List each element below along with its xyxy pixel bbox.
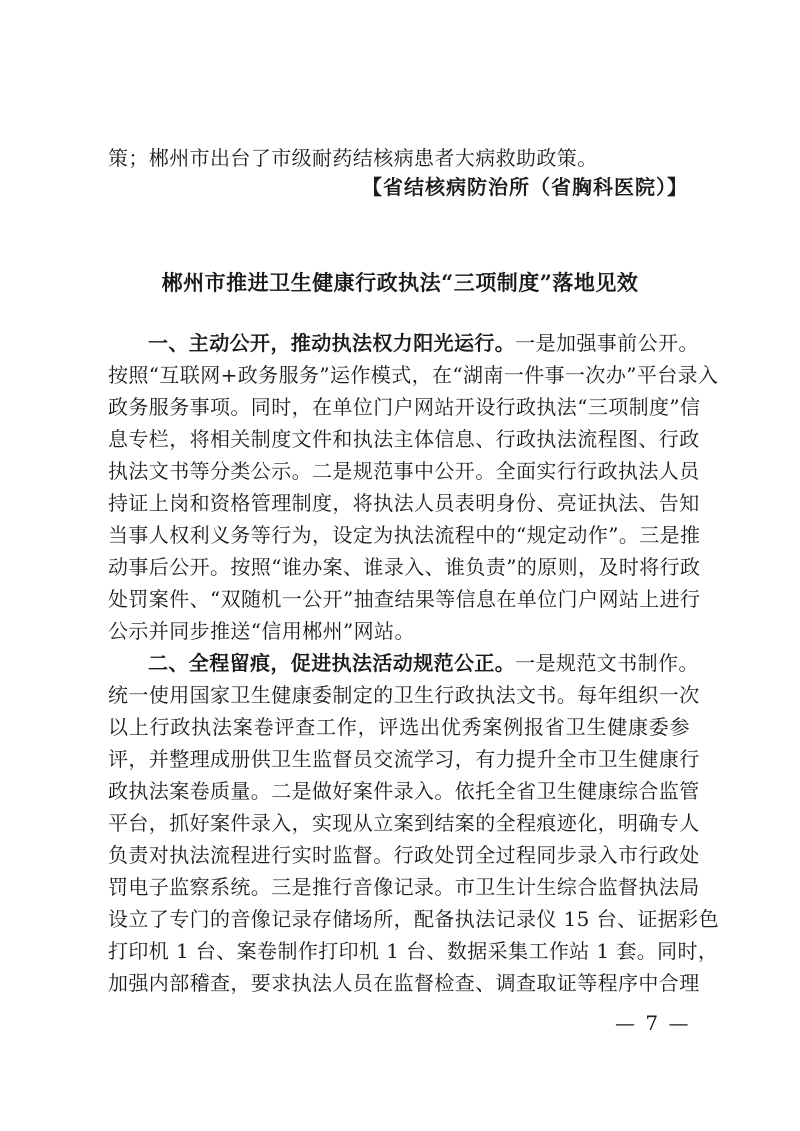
paragraph-line: 执法文书等分类公示。二是规范事中公开。全面实行行政执法人员 <box>108 459 700 483</box>
source-attribution: 【省结核病防治所（省胸科医院）】 <box>362 175 688 199</box>
paragraph-line: 按照“互联网+政务服务”运作模式，在“湖南一件事一次办”平台录入 <box>108 363 719 387</box>
intro-text-line: 策；郴州市出台了市级耐药结核病患者大病救助政策。 <box>108 146 598 170</box>
paragraph-line: 评，并整理成册供卫生监督员交流学习，有力提升全市卫生健康行 <box>108 747 700 771</box>
section-2-heading: 二、全程留痕，促进执法活动规范公正。 <box>148 651 516 675</box>
paragraph-line: 持证上岗和资格管理制度，将执法人员表明身份、亮证执法、告知 <box>108 491 700 515</box>
paragraph-line: 政执法案卷质量。二是做好案件录入。依托全省卫生健康综合监管 <box>108 779 700 803</box>
paragraph-line: 平台，抓好案件录入，实现从立案到结案的全程痕迹化，明确专人 <box>108 811 700 835</box>
paragraph-line: 当事人权利义务等行为，设定为执法流程中的“规定动作”。三是推 <box>108 523 701 547</box>
paragraph-line: 负责对执法流程进行实时监督。行政处罚全过程同步录入市行政处 <box>108 843 700 867</box>
section-1-heading: 一、主动公开，推动执法权力阳光运行。 <box>148 331 516 355</box>
paragraph-line: 统一使用国家卫生健康委制定的卫生行政执法文书。每年组织一次 <box>108 683 700 707</box>
paragraph-line: 动事后公开。按照“谁办案、谁录入、谁负责”的原则，及时将行政 <box>108 555 701 579</box>
article-title: 郴州市推进卫生健康行政执法“三项制度”落地见效 <box>161 270 639 295</box>
section-2-first-line-text: 一是规范文书制作。 <box>515 651 699 675</box>
page-number: — 7 — <box>615 1011 691 1035</box>
paragraph-line: 打印机 1 台、案卷制作打印机 1 台、数据采集工作站 1 套。同时， <box>108 939 719 963</box>
paragraph-line: 加强内部稽查，要求执法人员在监督检查、调查取证等程序中合理 <box>108 971 700 995</box>
paragraph-line: 息专栏，将相关制度文件和执法主体信息、行政执法流程图、行政 <box>108 427 700 451</box>
paragraph-line: 政务服务事项。同时，在单位门户网站开设行政执法“三项制度”信 <box>108 395 701 419</box>
paragraph-line: 罚电子监察系统。三是推行音像记录。市卫生计生综合监督执法局 <box>108 875 700 899</box>
section-1-first-line-text: 一是加强事前公开。 <box>515 331 699 355</box>
paragraph-line: 处罚案件、“双随机一公开”抽查结果等信息在单位门户网站上进行 <box>108 587 701 611</box>
paragraph-line: 设立了专门的音像记录存储场所，配备执法记录仪 15 台、证据彩色 <box>108 907 719 931</box>
section-2-first-line <box>148 648 699 678</box>
paragraph-line: 以上行政执法案卷评查工作，评选出优秀案例报省卫生健康委参 <box>108 715 690 739</box>
paragraph-line: 公示并同步推送“信用郴州”网站。 <box>108 619 415 643</box>
section-1-first-line <box>148 328 699 358</box>
